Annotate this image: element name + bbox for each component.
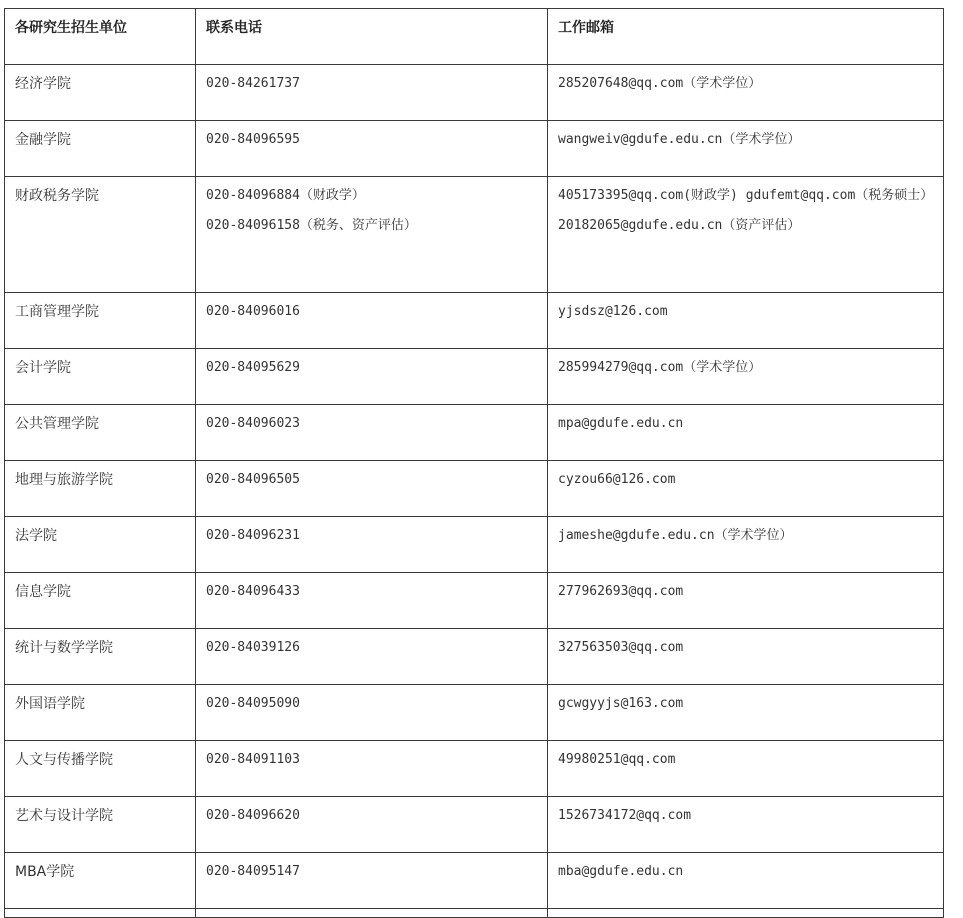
email-cell [548,853,944,909]
email-cell [548,629,944,685]
email-cell [548,121,944,177]
table-row [5,685,944,741]
table-row [5,461,944,517]
table-row [5,177,944,293]
email-address: wangweiv@gdufe.edu.cn（学术学位） [558,132,801,147]
email-address: cyzou66@126.com [558,472,676,487]
table-row [5,573,944,629]
email-address: 285207648@qq.com（学术学位） [558,76,762,91]
email-cell [548,65,944,121]
email-cell [548,517,944,573]
phone-cell [196,797,548,853]
email-cell [548,405,944,461]
email-cell [548,573,944,629]
email-address: jameshe@gdufe.edu.cn（学术学位） [558,528,793,543]
contact-table [4,8,944,918]
email-cell [548,797,944,853]
unit-cell: 统计与数学学院 [5,629,196,685]
table-row [5,65,944,121]
email-address: 1526734172@qq.com [558,808,692,823]
phone-cell [196,121,548,177]
phone-cell [196,405,548,461]
email-address: 285994279@qq.com（学术学位） [558,360,762,375]
phone-number: 020-84095090 [206,696,300,711]
unit-cell: 人文与传播学院 [5,741,196,797]
email-address: yjsdsz@126.com [558,304,668,319]
phone-number: 020-84096231 [206,528,300,543]
empty-cell [548,909,944,918]
empty-cell [196,909,548,918]
unit-cell: 会计学院 [5,349,196,405]
unit-cell: 金融学院 [5,121,196,177]
email-address: 20182065@gdufe.edu.cn（资产评估） [558,218,801,233]
unit-cell: 工商管理学院 [5,293,196,349]
phone-number: 020-84096158（税务、资产评估） [206,218,417,233]
phone-cell [196,573,548,629]
unit-cell: 地理与旅游学院 [5,461,196,517]
table-row [5,121,944,177]
email-cell [548,685,944,741]
email-address: 49980251@qq.com [558,752,676,767]
table-row [5,853,944,909]
empty-cell [5,909,196,918]
header-phone: 联系电话 [196,9,548,65]
email-cell [548,349,944,405]
table-row-partial [5,909,944,918]
unit-cell: 外国语学院 [5,685,196,741]
email-cell [548,177,944,293]
table-row [5,293,944,349]
table-header [5,9,944,65]
unit-cell: MBA学院 [5,853,196,909]
email-address: mba@gdufe.edu.cn [558,864,684,879]
phone-number: 020-84096433 [206,584,300,599]
table-row [5,797,944,853]
table-row [5,349,944,405]
unit-cell: 艺术与设计学院 [5,797,196,853]
phone-number: 020-84095147 [206,864,300,879]
phone-cell [196,629,548,685]
unit-cell: 公共管理学院 [5,405,196,461]
phone-number: 020-84096884（财政学） [206,188,365,203]
phone-cell [196,853,548,909]
unit-cell: 财政税务学院 [5,177,196,293]
table-row [5,741,944,797]
phone-number: 020-84095629 [206,360,300,375]
header-row [5,9,944,65]
table-body [5,65,944,918]
header-email: 工作邮箱 [548,9,944,65]
email-cell [548,293,944,349]
phone-number: 020-84039126 [206,640,300,655]
email-address: 405173395@qq.com(财政学) gdufemt@qq.com（税务硕士） [558,188,934,203]
phone-cell [196,461,548,517]
phone-cell [196,349,548,405]
email-address: gcwgyyjs@163.com [558,696,684,711]
email-address: 277962693@qq.com [558,584,684,599]
phone-cell [196,517,548,573]
phone-cell [196,177,548,293]
unit-cell: 法学院 [5,517,196,573]
phone-number: 020-84096016 [206,304,300,319]
table-row [5,405,944,461]
phone-number: 020-84096505 [206,472,300,487]
unit-cell: 经济学院 [5,65,196,121]
table-row [5,517,944,573]
unit-cell: 信息学院 [5,573,196,629]
email-cell [548,741,944,797]
table-row [5,629,944,685]
phone-cell [196,293,548,349]
phone-number: 020-84096620 [206,808,300,823]
email-address: mpa@gdufe.edu.cn [558,416,684,431]
phone-number: 020-84096023 [206,416,300,431]
phone-number: 020-84261737 [206,76,300,91]
phone-cell [196,741,548,797]
email-address: 327563503@qq.com [558,640,684,655]
phone-number: 020-84096595 [206,132,300,147]
email-cell [548,461,944,517]
phone-cell [196,65,548,121]
header-unit: 各研究生招生单位 [5,9,196,65]
phone-number: 020-84091103 [206,752,300,767]
phone-cell [196,685,548,741]
